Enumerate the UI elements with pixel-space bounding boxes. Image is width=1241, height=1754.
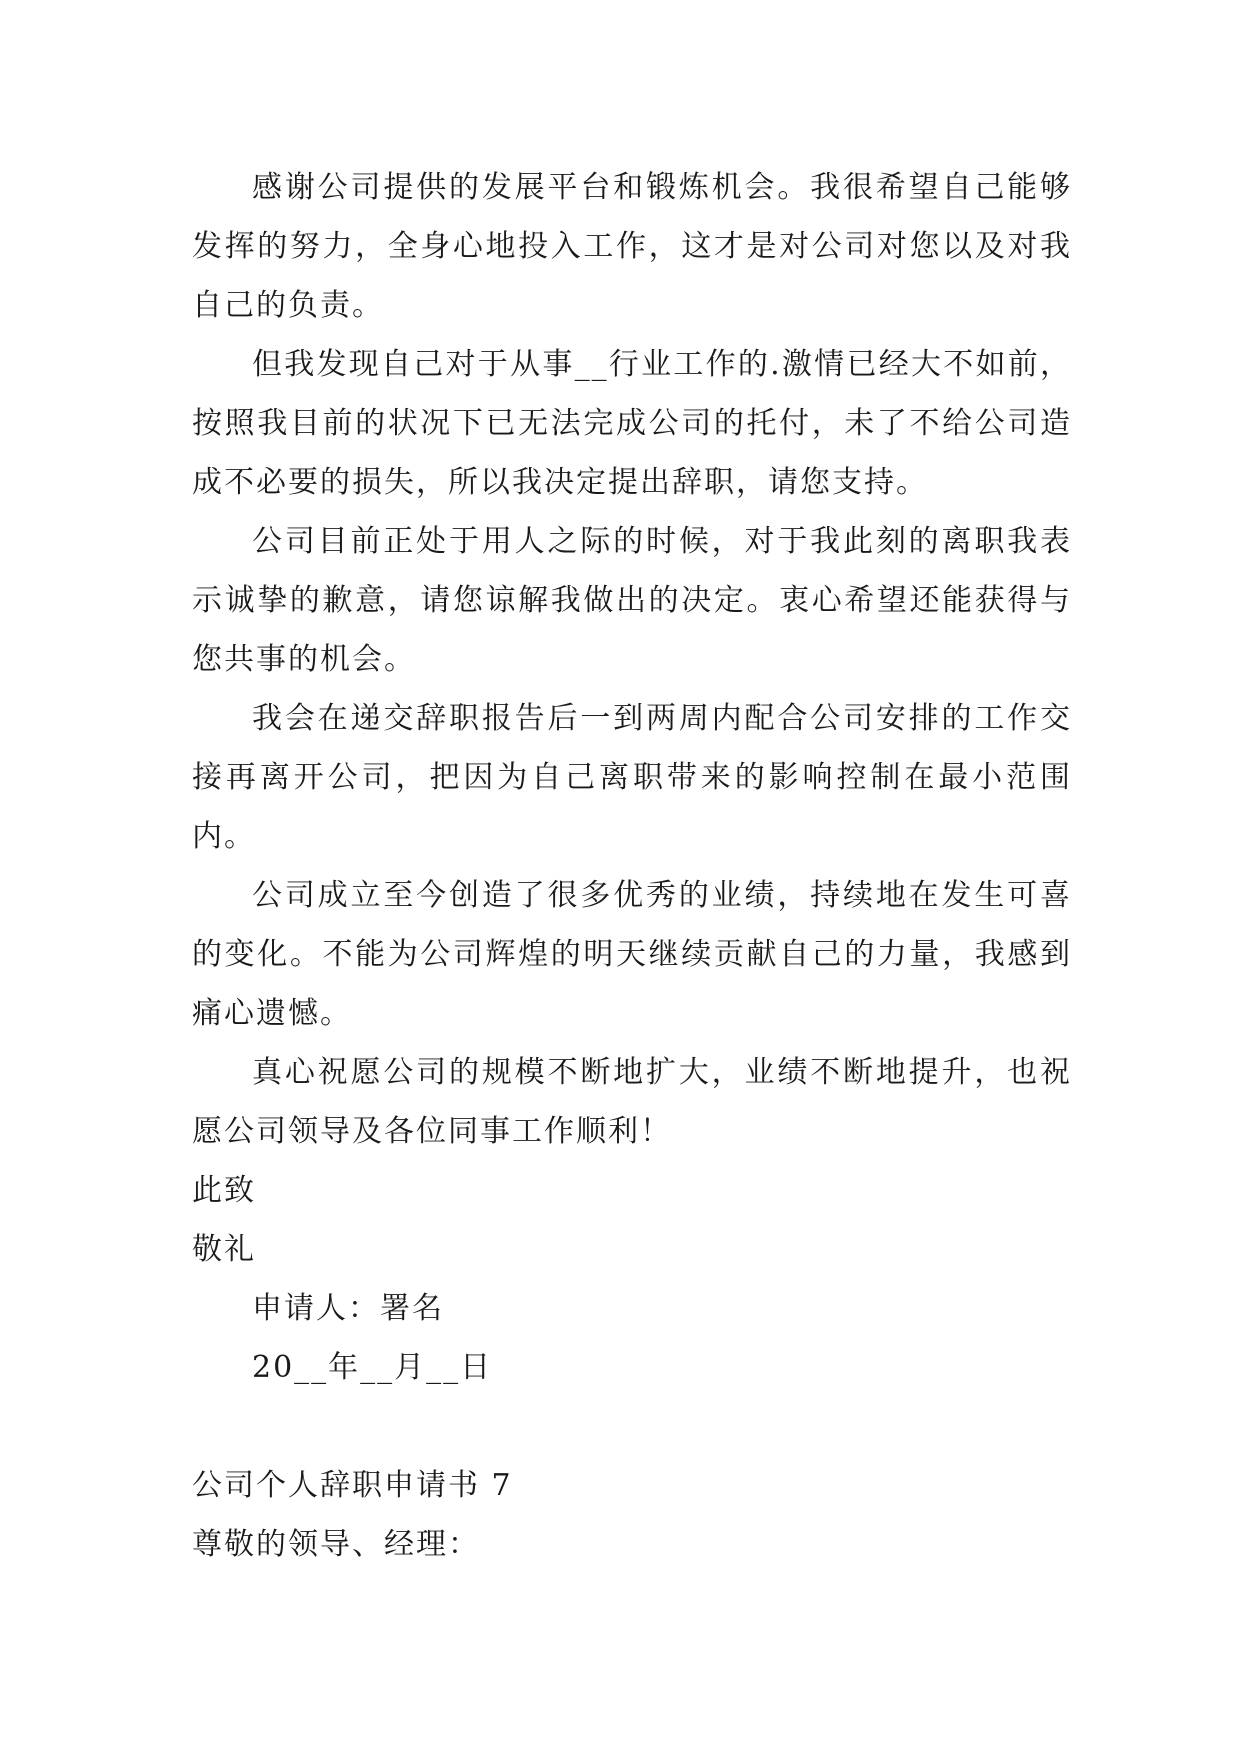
paragraph-thanks: 感谢公司提供的发展平台和锻炼机会。我很希望自己能够发挥的努力，全身心地投入工作，这才是对公司对您以及对我自己的负责。 [192,170,1072,323]
closing-line-1: 此致 [192,1173,256,1208]
paragraph-wishes: 真心祝愿公司的规模不断地扩大，业绩不断地提升，也祝愿公司领导及各位同事工作顺利！ [192,1055,1072,1149]
next-section-salutation: 尊敬的领导、经理： [192,1527,480,1562]
signature-date: 20__年__月__日 [252,1350,493,1385]
signature-applicant: 申请人：署名 [252,1291,444,1326]
closing-line-2: 敬礼 [192,1232,256,1267]
next-section-title: 公司个人辞职申请书 7 [192,1468,513,1503]
paragraph-apology: 公司目前正处于用人之际的时候，对于我此刻的离职我表示诚挚的歉意，请您谅解我做出的决定。衷心希望还能获得与您共事的机会。 [192,524,1072,677]
paragraph-handover: 我会在递交辞职报告后一到两周内配合公司安排的工作交接再离开公司，把因为自己离职带来的影响控制在最小范围内。 [192,701,1072,854]
paragraph-reason: 但我发现自己对于从事__行业工作的.激情已经大不如前，按照我目前的状况下已无法完成公司的托付，未了不给公司造成不必要的损失，所以我决定提出辞职，请您支持。 [192,347,1072,500]
letter-body [192,158,1072,1574]
paragraph-regret: 公司成立至今创造了很多优秀的业绩，持续地在发生可喜的变化。不能为公司辉煌的明天继续贡献自己的力量，我感到痛心遗憾。 [192,878,1072,1031]
section-spacer [192,1397,1072,1456]
